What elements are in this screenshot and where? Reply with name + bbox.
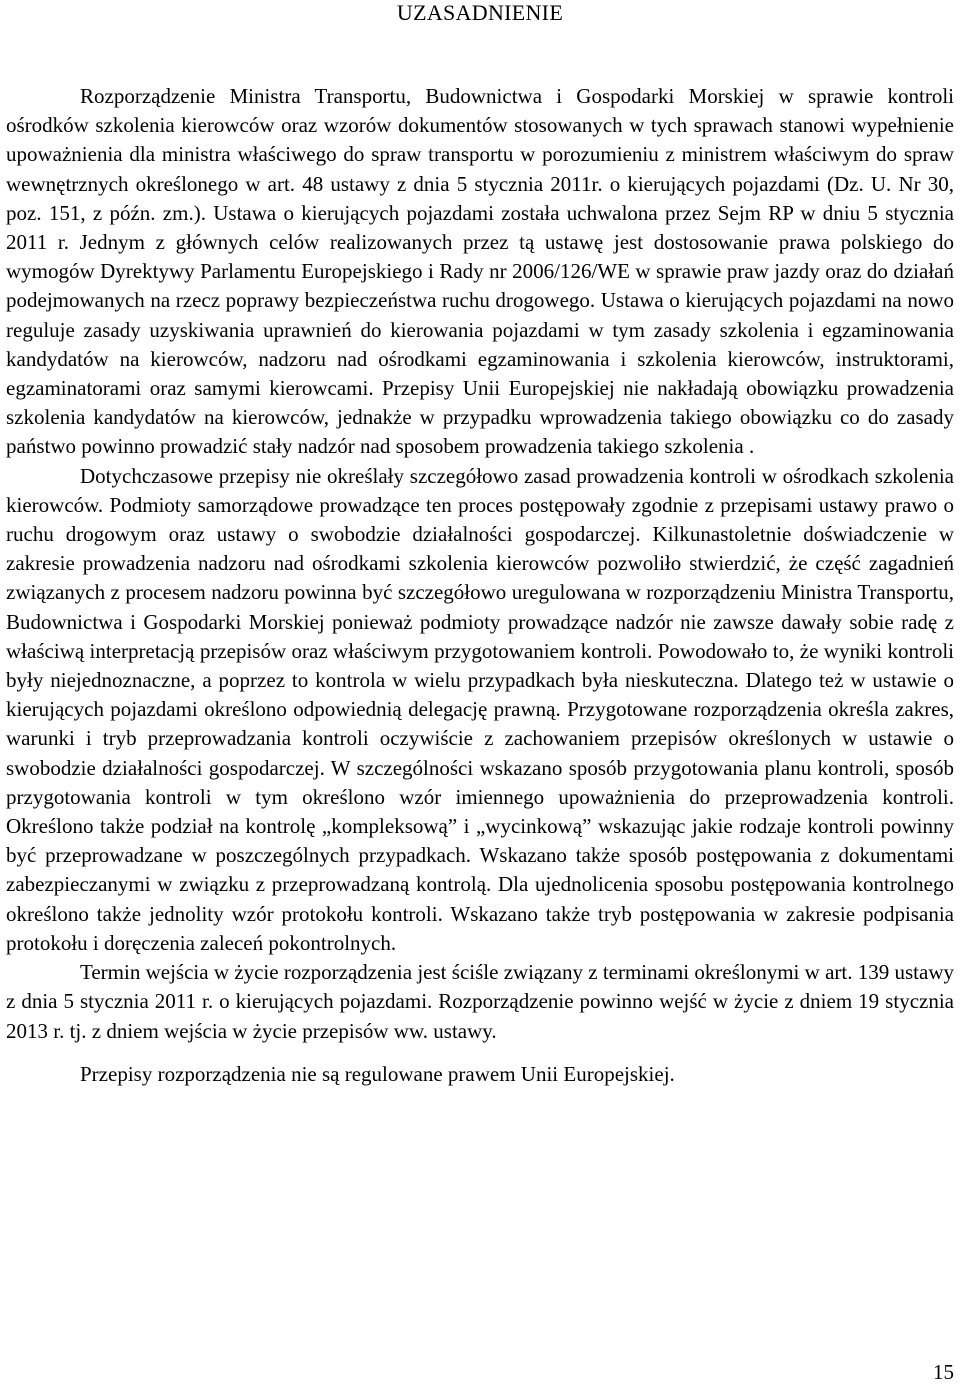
paragraph-4: Przepisy rozporządzenia nie są regulowane prawem Unii Europejskiej. (80, 1061, 675, 1086)
document-body (6, 82, 954, 1089)
paragraph-2: Dotychczasowe przepisy nie określały szczegółowo zasad prowadzenia kontroli w ośrodkach szkolenia kierowców. Podmioty samorządowe prowadzące ten proces postępowały zgodnie z przepisami ustawy prawo o ruchu drogowym oraz ustawy o swobodzie działalności gospodarczej. Kilkunastoletnie doświadczenie w zakresie prowadzenia nadzoru nad ośrodkami szkolenia kierowców pozwoliło stwierdzić, że część zagadnień związanych z procesem nadzoru powinna być szczegółowo uregulowana w rozporządzeniu Ministra Transportu, Budownictwa i Gospodarki Morskiej ponieważ podmioty prowadzące nadzór nie zawsze dawały sobie radę z właściwą interpretacją przepisów oraz właściwym przygotowaniem kontroli. Powodowało to, że wyniki kontroli były niejednoznaczne, a poprzez to kontrola w wielu przypadkach była nieskuteczna. Dlatego też w ustawie o kierujących pojazdami określono odpowiednią delegację prawną. Przygotowane rozporządzenia określa zakres, warunki i tryb przeprowadzania kontroli oczywiście z zachowaniem przepisów określonych w ustawie o swobodzie działalności gospodarczej. W szczególności wskazano sposób przygotowania planu kontroli, sposób przygotowania kontroli w tym określono wzór imiennego upoważnienia do przeprowadzenia kontroli. Określono także podział na kontrolę „kompleksową” i „wycinkową” wskazując jakie rodzaje kontroli powinny być przeprowadzane w poszczególnych przypadkach. Wskazano także sposób postępowania z dokumentami zabezpieczanymi w związku z przeprowadzaną kontrolą. Dla ujednolicenia sposobu postępowania kontrolnego określono także jednolity wzór protokołu kontroli. Wskazano także tryb postępowania w zakresie podpisania protokołu i doręczenia zaleceń pokontrolnych. (6, 463, 954, 955)
page-number: 15 (933, 1360, 954, 1384)
paragraph-3: Termin wejścia w życie rozporządzenia jest ściśle związany z terminami określonymi w art. 139 ustawy z dnia 5 stycznia 2011 r. o kierujących pojazdami. Rozporządzenie powinno wejść w życie z dniem 19 stycznia 2013 r. tj. z dniem wejścia w życie przepisów ww. ustawy. (6, 960, 954, 1043)
paragraph-1: Rozporządzenie Ministra Transportu, Budownictwa i Gospodarki Morskiej w sprawie kontroli ośrodków szkolenia kierowców oraz wzorów dokumentów stosowanych w tych sprawach stanowi wypełnienie upoważnienia dla ministra właściwego do spraw transportu w porozumieniu z ministrem właściwym do spraw wewnętrznych określonego w art. 48 ustawy z dnia 5 stycznia 2011r. o kierujących pojazdami (Dz. U. Nr 30, poz. 151, z późn. zm.). Ustawa o kierujących pojazdami została uchwalona przez Sejm RP w dniu 5 stycznia 2011 r. Jednym z głównych celów realizowanych przez tą ustawę jest dostosowanie prawa polskiego do wymogów Dyrektywy Parlamentu Europejskiego i Rady nr 2006/126/WE w sprawie praw jazdy oraz do działań podejmowanych na rzecz poprawy bezpieczeństwa ruchu drogowego. Ustawa o kierujących pojazdami na nowo reguluje zasady uzyskiwania uprawnień do kierowania pojazdami w tym zasady szkolenia i egzaminowania kandydatów na kierowców, nadzoru nad ośrodkami egzaminowania i szkolenia kierowców, instruktorami, egzaminatorami oraz samymi kierowcami. Przepisy Unii Europejskiej nie nakładają obowiązku prowadzenia szkolenia kandydatów na kierowców, jednakże w przypadku wprowadzenia takiego obowiązku co do zasady państwo powinno prowadzić stały nadzór nad sposobem prowadzenia takiego szkolenia . (6, 84, 954, 459)
document-title: UZASADNIENIE (396, 0, 564, 25)
